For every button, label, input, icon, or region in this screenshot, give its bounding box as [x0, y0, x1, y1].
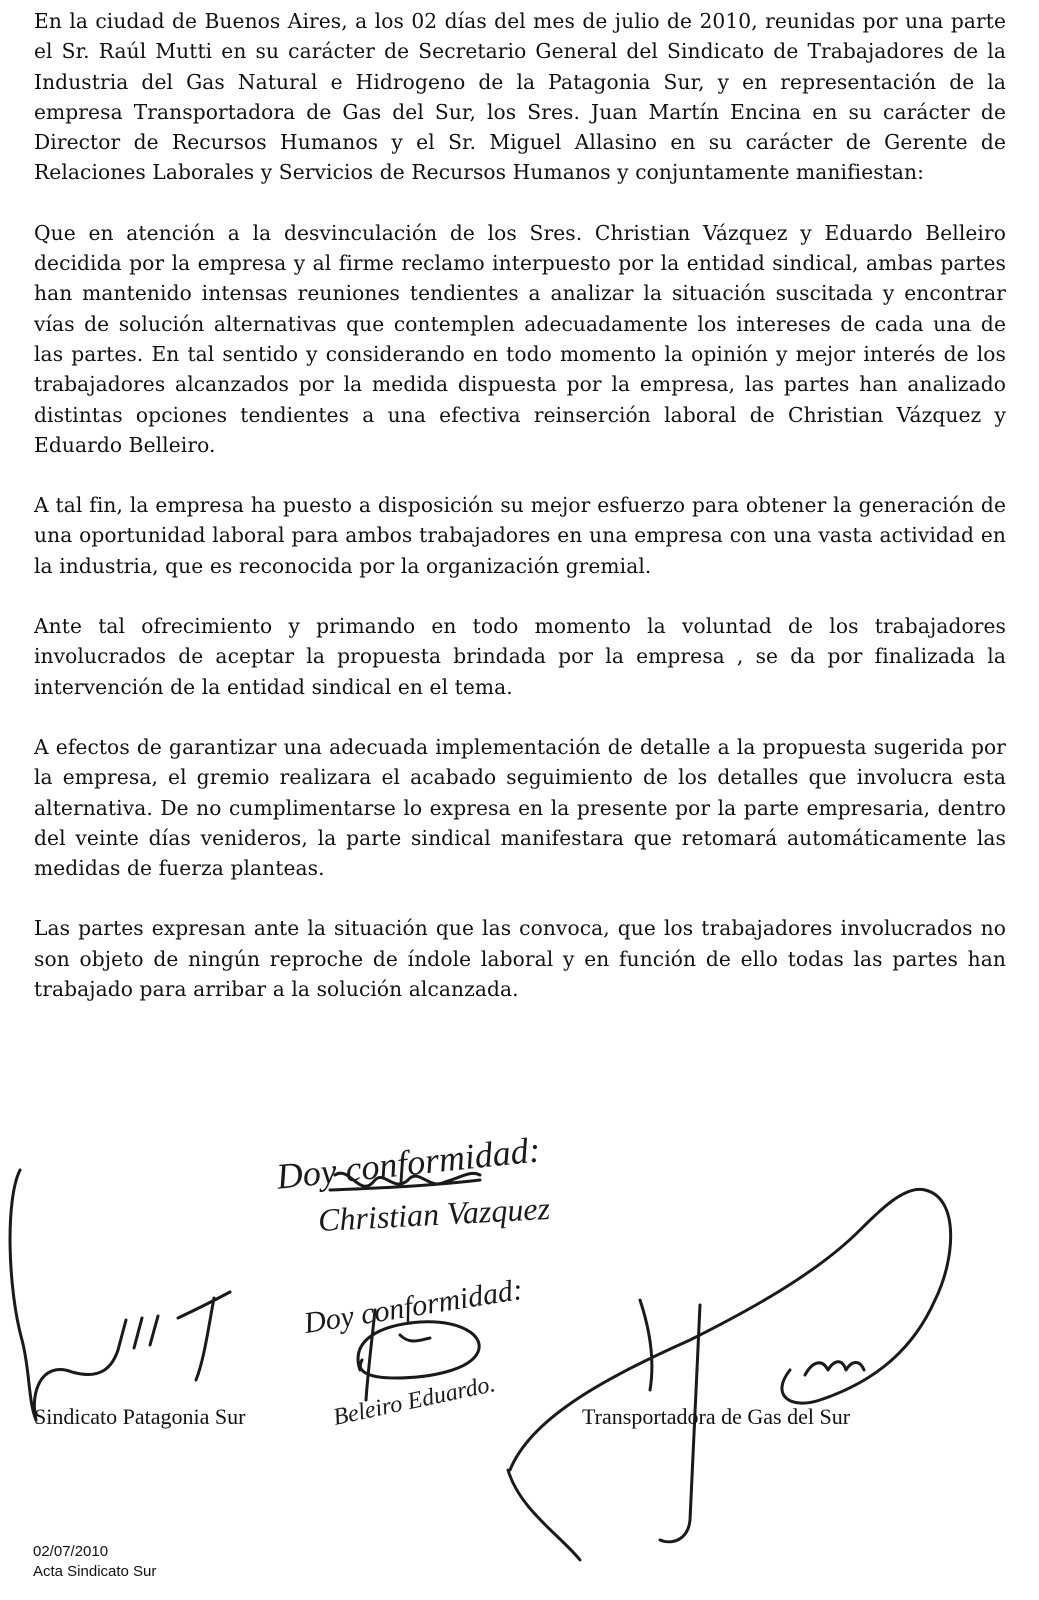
paragraph-background: Que en atención a la desvinculación de los Sres. Christian Vázquez y Eduardo Belleiro decidida por la empresa y al firme reclamo interpuesto por la entidad sindical, ambas partes han mantenido intensas reuniones tendientes a analizar la situación suscitada y encontrar vías de solución alternativas que contemplen adecuadamente los intereses de cada una de las partes. En tal sentido y considerando en todo momento la opinión y mejor interés de los trabajadores alcanzados por la medida dispuesta por la empresa, las partes han analizado distintas opciones tendientes a una efectiva reinserción laboral de Christian Vázquez y Eduardo Belleiro.	[34, 220, 1006, 457]
footer	[33, 1542, 156, 1582]
paragraph-closing: Las partes expresan ante la situación que las convoca, que los trabajadores involucrados no son objeto de ningún reproche de índole laboral y en función de ello todas las partes han trabajado para arribar a la solución alcanzada.	[34, 916, 1006, 1002]
paragraph-followup: A efectos de garantizar una adecuada implementación de detalle a la propuesta sugerida por la empresa, el gremio realizara el acabado seguimiento de los detalles que involucra esta alternativa. De no cumplimentarse lo expresa en la presente por la parte empresaria, dentro del veinte días venideros, la parte sindical manifestara que retomará automáticamente las medidas de fuerza planteas.	[34, 734, 1006, 881]
handwritten-name-vazquez: Christian Vazquez	[317, 1189, 551, 1239]
signature-company-mark	[508, 1189, 951, 1560]
paragraph-acceptance: Ante tal ofrecimiento y primando en todo momento la voluntad de los trabajadores involucrados de aceptar la propuesta brindada por la empresa , se da por finalizada la intervención de la entidad sindical en el tema.	[34, 614, 1006, 699]
handwritten-conformity-note-2: Doy conformidad:	[301, 1272, 525, 1341]
handwritten-conformity-note-1: Doy conformidad:	[274, 1129, 543, 1197]
footer-caption: Acta Sindicato Sur	[33, 1563, 157, 1580]
document-body	[34, 6, 1006, 1034]
signature-label-union: Sindicato Patagonia Sur	[34, 1404, 246, 1429]
paragraph-opening: En la ciudad de Buenos Aires, a los 02 días del mes de julio de 2010, reunidas por una parte el Sr. Raúl Mutti en su carácter de Secretario General del Sindicato de Trabajadores de la Industria del Gas Natural e Hidrogeno de la Patagonia Sur, y en representación de la empresa Transportadora de Gas del Sur, los Sres. Juan Martín Encina en su carácter de Director de Recursos Humanos y el Sr. Miguel Allasino en su carácter de Gerente de Relaciones Laborales y Servicios de Recursos Humanos y conjuntamente manifiestan:	[34, 9, 1006, 185]
handwritten-name-belleiro: Beleiro Eduardo.	[330, 1371, 498, 1431]
footer-date: 02/07/2010	[33, 1543, 109, 1560]
signature-label-company: Transportadora de Gas del Sur	[582, 1404, 851, 1429]
paragraph-offer: A tal fin, la empresa ha puesto a disposición su mejor esfuerzo para obtener la generación de una oportunidad laboral para ambos trabajadores en una empresa con una vasta actividad en la industria, que es reconocida por la organización gremial.	[34, 493, 1006, 578]
signature-union-mark	[10, 1170, 230, 1420]
